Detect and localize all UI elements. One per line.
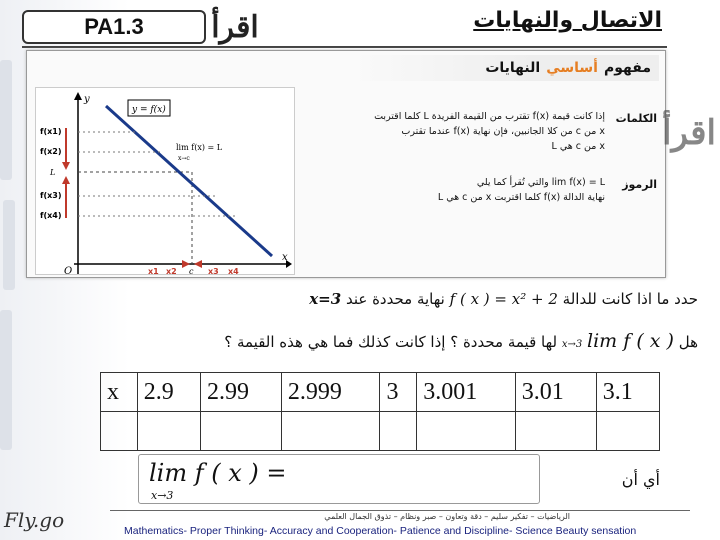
- words-line-3: x من c هي L: [551, 141, 605, 152]
- concept-heading-accent: أساسي: [546, 60, 598, 76]
- question-prefix: حدد ما اذا كانت للدالة: [562, 290, 698, 308]
- f-x1-label: f(x1): [40, 127, 62, 136]
- answer-limit-subscript: x→3: [151, 489, 174, 502]
- question-limit-expression: lim f ( x ): [587, 330, 674, 352]
- table-cell: [515, 412, 596, 451]
- table-cell: 3.01: [515, 373, 596, 412]
- x2-label: x2: [166, 267, 177, 275]
- footer-english: Mathematics- Proper Thinking- Accuracy and Cooperation- Patience and Discipline- Science Beauty sensation: [124, 525, 637, 537]
- symbols-row: [622, 177, 657, 193]
- table-row-x: [101, 373, 660, 412]
- words-definition: [305, 109, 605, 154]
- question-suffix: نهاية محددة عند: [345, 290, 445, 308]
- table-cell: 2.99: [201, 373, 282, 412]
- table-cell: 2.9: [137, 373, 200, 412]
- values-table: [100, 372, 660, 451]
- table-cell: 3: [380, 373, 417, 412]
- table-cell: [101, 412, 138, 451]
- symbols-definition: [305, 175, 605, 205]
- origin-label: O: [64, 266, 73, 275]
- question-2-prefix: هل: [678, 333, 698, 351]
- question-line-1: [309, 290, 698, 308]
- x-axis-label: x: [282, 252, 288, 263]
- question-line-2: [224, 330, 698, 352]
- x3-label: x3: [208, 267, 219, 275]
- table-cell: [137, 412, 200, 451]
- question-2-suffix: لها قيمة محددة ؟ إذا كانت كذلك فما هي هذه القيمة ؟: [224, 333, 558, 351]
- question-point: x=3: [309, 290, 342, 308]
- up-arrow-icon: [62, 176, 70, 184]
- words-label: الكلمات: [615, 112, 657, 125]
- concept-header: [351, 55, 659, 81]
- function-curve: [106, 106, 272, 256]
- y-axis-arrow-icon: [74, 92, 82, 100]
- page-title: الاتصال والنهايات: [473, 8, 662, 33]
- sidebar-decoration: [0, 60, 18, 480]
- words-row: [616, 111, 657, 127]
- words-line-2: x من c من كلا الجانبين، فإن نهاية f(x) عندما تقترب: [401, 126, 605, 137]
- lesson-code: PA1.3: [84, 14, 144, 39]
- footer-divider: [110, 510, 690, 511]
- table-cell: 2.999: [281, 373, 380, 412]
- answer-limit-expression: lim f ( x ) =: [149, 459, 287, 487]
- concept-heading-2: النهايات: [485, 60, 541, 76]
- table-cell: [596, 412, 659, 451]
- table-cell: x: [101, 373, 138, 412]
- c-label: c: [189, 267, 194, 275]
- header-divider: [22, 46, 667, 48]
- table-cell: [201, 412, 282, 451]
- table-row-fx: [101, 412, 660, 451]
- iqra-side-logo: اقرأ: [662, 113, 716, 153]
- symbols-label: الرموز: [622, 178, 657, 191]
- symbols-line-1: lim f(x) = L والتي تُقرأ كما يلي: [476, 177, 605, 188]
- function-label: y = f(x): [132, 105, 166, 115]
- left-arrow-icon: [194, 260, 202, 268]
- f-x3-label: f(x3): [40, 191, 62, 200]
- down-arrow-icon: [62, 162, 70, 170]
- L-label: L: [50, 168, 56, 177]
- iqra-logo: اقرأ: [211, 9, 259, 45]
- concept-panel: [26, 50, 666, 278]
- table-cell: [281, 412, 380, 451]
- limit-graph: [35, 87, 295, 275]
- y-axis-label: y: [84, 94, 90, 105]
- x4-label: x4: [228, 267, 239, 275]
- concept-heading-1: مفهوم: [603, 60, 651, 76]
- table-cell: 3.001: [417, 373, 516, 412]
- answer-prefix: أي أن: [621, 470, 660, 489]
- signature: Fly.go: [4, 508, 65, 532]
- words-line-1: إذا كانت قيمة f(x) تقترب من القيمة الفريدة L كلما اقتربت: [374, 111, 605, 122]
- table-cell: 3.1: [596, 373, 659, 412]
- question-limit-subscript: x→3: [561, 339, 583, 350]
- symbols-line-2: نهاية الدالة f(x) كلما اقتربت x من c هي L: [437, 192, 605, 203]
- f-x2-label: f(x2): [40, 147, 62, 156]
- lesson-code-box: [22, 10, 206, 44]
- answer-limit-box: [138, 454, 540, 504]
- limit-subscript: x→c: [178, 155, 190, 162]
- function-expression: f ( x ) = x² + 2: [449, 290, 558, 308]
- x1-label: x1: [148, 267, 159, 275]
- table-cell: [380, 412, 417, 451]
- limit-expression: lim f(x) = L: [176, 143, 223, 152]
- f-x4-label: f(x4): [40, 211, 62, 220]
- footer-arabic: الرياضيات – تفكير سليم – دقة وتعاون – صبر ونظام – تذوق الجمال العلمي: [324, 512, 570, 521]
- table-cell: [417, 412, 516, 451]
